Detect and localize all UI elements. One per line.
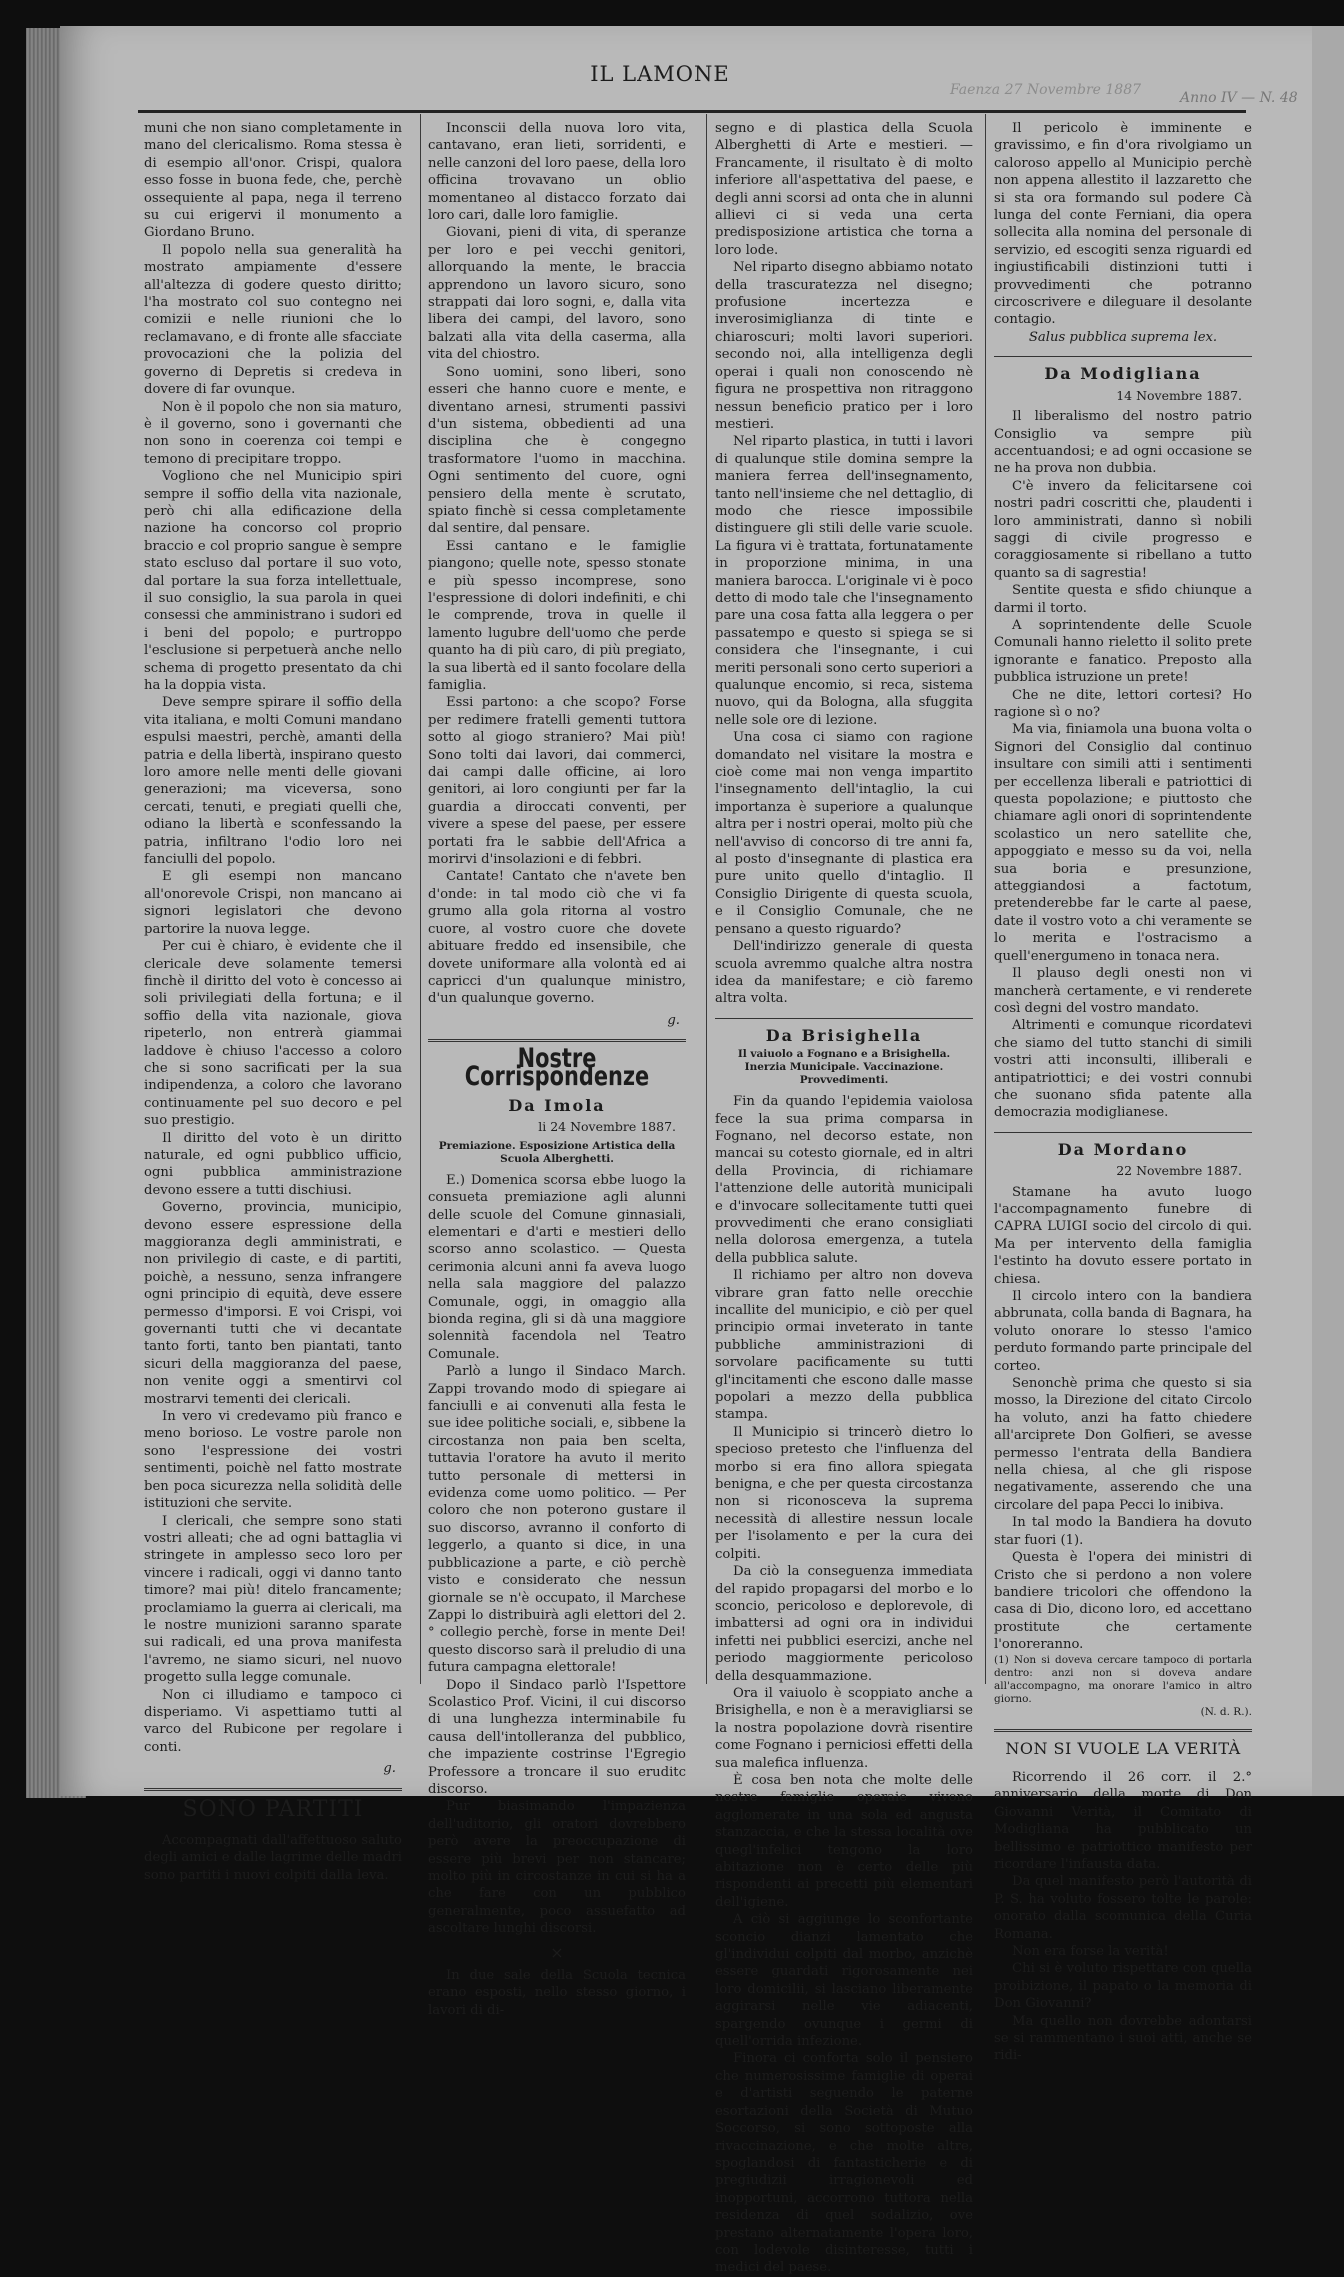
column-rule <box>706 114 707 1684</box>
footnote: (1) Non si doveva cercare tampoco di portarla dentro: anzi non si doveva andare all'accompagno, ma onorare l'amico in altro giorno. <box>994 1653 1252 1705</box>
paragraph: muni che non siano completamente in mano del clericalismo. Roma stessa è di esempio all'onor. Crispi, qualora esso fosse in buona fede, che, perchè ossequiente al papa, nega il terreno su cui erigervi il monumento a Giordano Bruno. <box>144 121 402 241</box>
article-subhead: Premiazione. Esposizione Artistica della Scuola Alberghetti. <box>438 1139 676 1165</box>
paragraph: Dell'indirizzo generale di questa scuola avremmo qualche altra nostra idea da manifestare; e ciò faremo altra volta. <box>715 939 973 1007</box>
paragraph: Parlò a lungo il Sindaco March. Zappi trovando modo di spiegare ai fanciulli e ai convenuti alla festa le sue idee politiche sociali, e, sibbene la circostanza non paia ben scelta, tuttavia l'oratore ha avuto il merito tutto personale di mettersi in evidenza come uomo politico. — Per coloro che non poterono gustare il suo discorso, avranno il conforto di leggerlo, a quanto si dice, in una pubblicazione a parte, e ciò perchè visto e considerato che nessun giornale se n'è occupato, il Marchese Zappi lo distribuirà agli elettori del 2.° collegio perchè, forse in mente Dei! questo discorso sarà il preludio di una futura campagna elettorale! <box>428 1364 686 1676</box>
paragraph: C'è invero da felicitarsene coi nostri padri coscritti che, plaudenti i loro amministrati, danno sì nobili saggi di civile progresso e coraggiosamente si ribellano a tutto quanto sa di sagrestia! <box>994 478 1252 581</box>
paragraph: Non ci illudiamo e tampoco ci disperiamo. Vi aspettiamo tutti al varco del Rubicone per regolare i conti. <box>144 1687 402 1755</box>
dateline-place: Da Modigliana <box>1044 364 1202 384</box>
paragraph: Essi cantano e le famiglie piangono; quelle note, spesso stonate e più spesso incomprese, sono l'espressione di dolori indefiniti, e chi le comprende, trova in quelle il lamento lugubre dell'uomo che perde quanto ha di più caro, di più pregiato, la sua libertà ed il santo focolare della famiglia. <box>428 538 686 693</box>
paragraph: segno e di plastica della Scuola Alberghetti di Arte e mestieri. — Francamente, il risultato è di molto inferiore all'aspettativa del paese, e degli anni scorsi ad onta che in alunni allievi ci si veda una certa predisposizione artistica che torna a loro lode. <box>715 121 973 258</box>
paragraph: Non è il popolo che non sia maturo, è il governo, sono i governanti che non sono in coerenza coi tempi e temono di precipitare troppo. <box>144 399 402 467</box>
section-rule <box>994 1729 1252 1732</box>
dateline-place: Da Mordano <box>1057 1139 1189 1159</box>
paragraph: Altrimenti e comunque ricordatevi che siamo del tutto stanchi di simili vostri atti inconsulti, illiberali e antipatriottici; e dei vostri connubi che suonano sfida patente alla democrazia modiglianese. <box>994 1018 1252 1121</box>
paragraph: Finora ci conforta solo il pensiero che numerosissime famiglie di operai e d'artisti seguendo le paterne esortazioni della Società di Mutuo Soccorso, si sono sottoposte alla rivaccinazione, e che molte altre, spoglandosi di fantasticherie e di pregiudizii irragionevoli ed inopportuni, accorrono tuttora nella residenza di quel sodalizio, ove prestano alternatamente l'opera loro, con lodevole disinteresse, tutti i medici del paese. <box>715 2051 973 2276</box>
paragraph: È cosa ben nota che molte delle nostre famiglie operaie vivono agglomerate in una sola ed angusta stanzaccia, e che la stessa località ove quegl'infelici tengono la loro abitazione non è certo delle più rispondenti ai precetti più elementari dell'igiene. <box>715 1772 973 1910</box>
paragraph: Il pericolo è imminente e gravissimo, e fin d'ora rivolgiamo un caloroso appello al Municipio perchè non appena allestito il lazzaretto che si sta ora formando sul podere Cà lunga del conte Ferniani, dia opera sollecita alla nomina del personale di servizio, ed escogiti senza riguardi ed ingiustificabili distinzioni tutti i provvedimenti che potranno circoscrivere e dileguare il desolante contagio. <box>994 121 1252 328</box>
section-rule <box>144 1788 402 1791</box>
bleed-through-date: Faenza 27 Novembre 1887 <box>950 82 1142 98</box>
header-rule <box>138 110 1246 113</box>
paragraph: Il popolo nella sua generalità ha mostrato ampiamente d'essere all'altezza di godere questo diritto; l'ha mostrato col suo contegno nei comizii e nelle riunioni che lo reclamavano, e di fronte alle sfacciate provocazioni che la polizia del governo di Depretis si credeva in dovere di far ovunque. <box>144 242 402 398</box>
paragraph: E.) Domenica scorsa ebbe luogo la consueta premiazione agli alunni delle scuole del Comune ginnasiali, elementari e d'arti e mestieri dello scorso anno scolastico. — Questa cerimonia alcuni anni fa aveva luogo nella sala maggiore del palazzo Comunale, oggi, in omaggio alla bionda regina, gli si dà una maggiore solennità facendola nel Teatro Comunale. <box>428 1172 686 1362</box>
paragraph: Il liberalismo del nostro patrio Consiglio va sempre più accentuandosi; e ad ogni occasione se ne ha prova non dubbia. <box>994 409 1252 477</box>
paragraph: Il circolo intero con la bandiera abbrunata, colla banda di Bagnara, ha voluto onorare lo stesso l'amico perduto formando parte principale del corteo. <box>994 1289 1252 1374</box>
paragraph: Il richiamo per altro non doveva vibrare gran fatto nelle orecchie incallite del municipio, e ciò per quel principio ormai inveterato in tante pubbliche amministrazioni di sorvolare pacificamente su tutti gl'incitamenti che escono dalle masse popolari a mezzo della pubblica stampa. <box>715 1268 973 1423</box>
paragraph: A soprintendente delle Scuole Comunali hanno rieletto il solito prete ignorante e fanatico. Preposto alla pubblica istruzione un prete! <box>994 617 1252 686</box>
paragraph: Ricorrendo il 26 corr. il 2.° anniversario della morte di Don Giovanni Verità, il Comitato di Modigliana ha pubblicato un bellissimo e patriottico manifesto per ricordare l'infausta data. <box>994 1769 1252 1872</box>
section-rule <box>715 1018 973 1019</box>
separator-mark: × <box>550 1942 564 1962</box>
paragraph: I clericali, che sempre sono stati vostri alleati; che ad ogni battaglia vi stringete in amplesso seco loro per vincere i radicali, oggi vi danno tanto timore? mai più! ditelo francamente; proclamiamo la guerra ai clericali, ma le nostre munizioni saranno sparate sui radicali, ed una prova manifesta l'avremo, ne siamo sicuri, nel nuovo progetto sulla legge comunale. <box>144 1513 402 1686</box>
paragraph: Vogliono che nel Municipio spiri sempre il soffio della vita nazionale, però chi alla edificazione della nazione ha concorso col proprio braccio e col proprio sangue è sempre stato escluso dal portare il suo voto, dal portare la sua forza intellettuale, il suo consiglio, la sua parola in quei consessi che amministrano i sudori ed i beni del popolo; e purtroppo l'esclusione si perpetuerà anche nello schema di progetto presentato da chi ha la doppia vista. <box>144 469 402 693</box>
bleed-through-text: Anno IV — N. 48 <box>1180 90 1298 106</box>
paragraph: Per cui è chiaro, è evidente che il clericale deve solamente temersi finchè il diritto del voto è concesso ai soli privilegiati della fortuna; e il soffio della vita nazionale, giova ripeterlo, non entrerà giammai laddove è chiuso l'accesso a coloro che si sono sacrificati per la sua indipendenza, a coloro che lavorano continuamente pel suo decoro e pel suo prestigio. <box>144 939 402 1129</box>
column-rule <box>985 114 986 1684</box>
column-4 <box>994 120 1252 2064</box>
paragraph: Sentite questa e sfido chiunque a darmi il torto. <box>994 583 1252 616</box>
section-title: NON SI VUOLE LA VERITÀ <box>1005 1738 1241 1758</box>
paragraph: Non era forse la verità! <box>1012 1944 1169 1959</box>
paragraph: Dopo il Sindaco parlò l'Ispettore Scolastico Prof. Vicini, il cui discorso di una lunghezza interminabile fu causa dell'intolleranza del pubblico, che impaziente costrinse l'Egregio Professore a troncare il suo eruditc discorso. <box>428 1677 686 1797</box>
paragraph: A ciò si aggiunge lo sconfortante sconcio dianzi lamentato che gl'individui colpiti dal morbo, anzichè essere guardati rigorosamente nei loro domicilii, si lasciano liberamente aggirarsi nelle vie adiacenti, spargendo ovunque i germi di quell'orrida infezione. <box>715 1912 973 2050</box>
article-subhead: Il vaiuolo a Fognano e a Brisighella. Inerzia Municipale. Vaccinazione. Provvedimenti. <box>737 1048 951 1087</box>
masthead: IL LAMONE <box>590 62 730 86</box>
paragraph: Deve sempre spirare il soffio della vita italiana, e molti Comuni mandano espulsi maestri, perchè, amanti della patria e della libertà, inspirano questo loro amore nelle menti delle giovani generazioni; ma viceversa, sono cercati, tenuti, e pregiati quelli che, odiano la libertà e sconfessando la patria, infiltrano l'odio loro nei fanciulli del popolo. <box>144 695 402 868</box>
paragraph: Chi si è voluto rispettare con quella proibizione, il papato o la memoria di Don Giovanni? <box>994 1961 1252 2012</box>
paragraph: Da ciò la conseguenza immediata del rapido propagarsi del morbo e lo sconcio, pericoloso e deplorevole, di imbattersi ad ogni ora in individui infetti nei pubblici esercizi, anche nel periodo maggiormente pericoloso della desquammazione. <box>715 1564 973 1684</box>
dateline-place: Da Imola <box>508 1095 606 1115</box>
paragraph: Fin da quando l'epidemia vaiolosa fece la sua prima comparsa in Fognano, nel decorso estate, non mancai su cotesto giornale, ed in altri della Provincia, di richiamare l'attenzione delle autorità municipali e d'invocare sollecitamente tutti quei provvedimenti che erano consigliati nella dolorosa emergenza, a tutela della pubblica salute. <box>715 1094 973 1266</box>
paragraph: Giovani, pieni di vita, di speranze per loro e pei vecchi genitori, allorquando la mente, le braccia apprendono un lavoro sicuro, sono strappati dai loro sogni, e, dalla vita libera dei campi, del lavoro, sono balzati alla vita della caserma, alla vita del chiostro. <box>428 225 686 363</box>
paragraph: Il plauso degli onesti non vi mancherà certamente, e vi renderete così degni del vostro mandato. <box>994 966 1252 1016</box>
next-page-edge <box>1312 26 1344 1796</box>
article-signature: g. <box>667 1012 680 1028</box>
paragraph: Nel riparto plastica, in tutti i lavori di qualunque stile domina sempre la maniera ferrea dell'insegnamento, tanto nell'insieme che nel dettaglio, di modo che riesce impossibile distinguere gli stili delle varie scuole. La figura vi è trattata, fortunatamente in proporzione minima, in una maniera barocca. L'originale vi è poco detto di modo tale che l'insegnamento pare una cosa fatta alla leggera o per passatempo e questo si spiega se si considera che l'insegnante, i cui meriti personali sono certo superiori a qualunque encomio, si reca, sistema nuovo, qui da Bologna, alla sfuggita nelle sole ore di lezione. <box>715 434 973 728</box>
article-signature: g. <box>383 1761 396 1777</box>
motto: Salus pubblica suprema lex. <box>1028 329 1218 345</box>
paragraph: Ma via, finiamola una buona volta o Signori del Consiglio dal continuo insultare con simili atti i sentimenti per eccellenza liberali e patriottici di questa popolazione; e piuttosto che chiamare agli onori di soprintendente scolastico un nero satellite che, appoggiato e messo su da voi, nella sua boria e presunzione, atteggiandosi a factotum, pretenderebbe far le carte al paese, date il vostro voto a chi veramente se lo merita e l'ostracismo a quell'energumeno in tonaca nera. <box>994 722 1252 964</box>
dateline-date: li 24 Novembre 1887. <box>538 1119 676 1135</box>
section-rule <box>994 1132 1252 1133</box>
paragraph: Inconscii della nuova loro vita, cantavano, eran lieti, sorridenti, e nelle canzoni del loro paese, della loro officina trovavano un oblio momentaneo al distacco forzato dai loro cari, dalle loro famiglie. <box>428 121 686 224</box>
dateline-date: 22 Novembre 1887. <box>1116 1163 1242 1179</box>
section-rule <box>994 356 1252 357</box>
column-3 <box>715 120 973 2276</box>
paragraph: Senonchè prima che questo si sia mosso, la Direzione del citato Circolo ha voluto, anzi ha fatto chiedere all'arciprete Don Golfieri, se avesse permesso l'entrata della Bandiera nella chiesa, al che gli rispose negativamente, asserendo che una circolare del papa Pecci lo inibiva. <box>994 1376 1252 1513</box>
paragraph: In tal modo la Bandiera ha dovuto star fuori (1). <box>994 1515 1252 1548</box>
paragraph: In vero vi credevamo più franco e meno borioso. Le vostre parole non sono l'espressione dei vostri sentimenti, poichè nel fatto mostrate ben poca sicurezza nella solidità delle istituzioni che servite. <box>144 1409 402 1512</box>
section-title: SONO PARTITI <box>182 1796 364 1822</box>
paragraph: In due sale della Scuola tecnica erano esposti, nello stesso giorno, i lavori di di- <box>428 1968 686 2018</box>
paragraph: Ora il vaiuolo è scoppiato anche a Brisighella, e non è a meravigliarsi se la nostra popolazione dovrà risentire come Fognano i perniciosi effetti della sua malefica influenza. <box>715 1685 973 1771</box>
paragraph: Pur biasimando l'impazienza dell'uditorio, gli oratori dovrebbero però avere la preoccupazione di essere più brevi per non stancare; molto più in circostanze in cui si ha a che fare con un pubblico generalmente, poco assuefatto ad ascoltare lunghi discorsi. <box>428 1799 686 1937</box>
paragraph: Sono uomini, sono liberi, sono esseri che hanno cuore e mente, e diventano arnesi, strumenti passivi d'un sistema, obbedienti ad una disciplina che è congegno trasformatore l'uomo in macchina. Ogni sentimento del cuore, ogni pensiero della mente è scrutato, spiato finchè si cessa completamente dal sentire, dal pensare. <box>428 364 686 537</box>
paragraph: Nel riparto disegno abbiamo notato della trascuratezza nel disegno; profusione incertezza e inverosimiglianza di tinte e chiaroscuri; molti lavori superiori. secondo noi, alla intelligenza degli operai i quali non conoscendo nè figura ne prospettiva non ritraggono nessun beneficio pratico per i loro mestieri. <box>715 260 973 432</box>
dateline-date: 14 Novembre 1887. <box>1116 387 1242 403</box>
paragraph: Il Municipio si trincerò dietro lo specioso pretesto che l'influenza del morbo si era fino allora spiegata benigna, e che per questa circostanza non si riconosceva la suprema necessità di allestire nessun locale per l'isolamento e per la cura dei colpiti. <box>715 1424 973 1562</box>
paragraph: Il diritto del voto è un diritto naturale, ed ogni pubblico ufficio, ogni pubblica amministrazione devono essere a tutti dischiusi. <box>144 1130 402 1198</box>
paragraph: Da quel manifesto però l'autorità di P. S. ha voluto fossero tolte le parole: onorato dalla scomunica della Curia Romana. <box>994 1874 1252 1942</box>
column-1 <box>144 120 402 1883</box>
dateline-place: Da Brisighella <box>765 1025 923 1045</box>
paragraph: Ma quello non dovrebbe adontarsi se si rammentano i suoi atti, anche se ridi- <box>994 2013 1252 2064</box>
paragraph: Governo, provincia, municipio, devono essere espressione della maggioranza degli amministrati, e non privilegio di caste, e di partiti, poichè, a nessuno, senza infrangere ogni principio di equità, deve essere permesso d'imporsi. E voi Crispi, voi governanti tutti che vi decantate tanto forti, tanto ben piantati, tanto sicuri della maggioranza del paese, non venite oggi a smentirvi col mostrarvi tementi dei clericali. <box>144 1200 402 1407</box>
paragraph: Che ne dite, lettori cortesi? Ho ragione sì o no? <box>994 687 1252 720</box>
paragraph: Cantate! Cantato che n'avete ben d'onde: in tal modo ciò che vi fa grumo alla gola ritorna al vostro cuore, al vostro cuore che dovete abituare freddo ed insensibile, che dovete uniformare alla volontà ed ai capricci d'un qualunque ministro, d'un qualunque governo. <box>428 869 686 1007</box>
section-title: Nostre Corrispondenze <box>464 1043 650 1092</box>
column-2 <box>428 120 686 2018</box>
column-rule <box>420 114 421 1684</box>
paragraph: Stamane ha avuto luogo l'accompagnamento funebre di CAPRA LUIGI socio del circolo di qui. Ma per intervento della famiglia l'estinto ha dovuto essere portato in chiesa. <box>994 1184 1252 1287</box>
paragraph: Essi partono: a che scopo? Forse per redimere fratelli gementi tuttora sotto al giogo straniero? Mai più! Sono tolti dai lavori, dai commerci, dai campi dalle officine, ai loro genitori, ai loro congiunti per far la guardia a diroccati conventi, per vivere a spese del paese, per essere portati fra le sabbie dell'Africa a morirvi d'insolazioni e di febbri. <box>428 695 686 868</box>
paragraph: Questa è l'opera dei ministri di Cristo che si perdono a non volere bandiere tricolori che offendono la casa di Dio, dicono loro, ed accettano prostitute che certamente l'onoreranno. <box>994 1550 1252 1653</box>
paragraph: Una cosa ci siamo con ragione domandato nel visitare la mostra e cioè come mai non venga impartito l'insegnamento dell'intaglio, la cui importanza è superiore a qualunque altra per i nostri operai, molto più che nell'avviso di concorso di tre anni fa, al posto d'insegnante di plastica era pure unito quello d'intaglio. Il Consiglio Dirigente di questa scuola, e il Consiglio Comunale, che ne pensano a questo riguardo? <box>715 730 973 937</box>
paragraph: E gli esempi non mancano all'onorevole Crispi, non mancano ai signori legislatori che devono partorire la nuova legge. <box>144 869 402 937</box>
section-rule <box>428 1039 686 1042</box>
paragraph: Accompagnati dall'affettuoso saluto degli amici e dalle lagrime delle madri sono partiti i nuovi colpiti dalla leva. <box>144 1833 402 1883</box>
footnote-signature: (N. d. R.). <box>1200 1705 1252 1718</box>
